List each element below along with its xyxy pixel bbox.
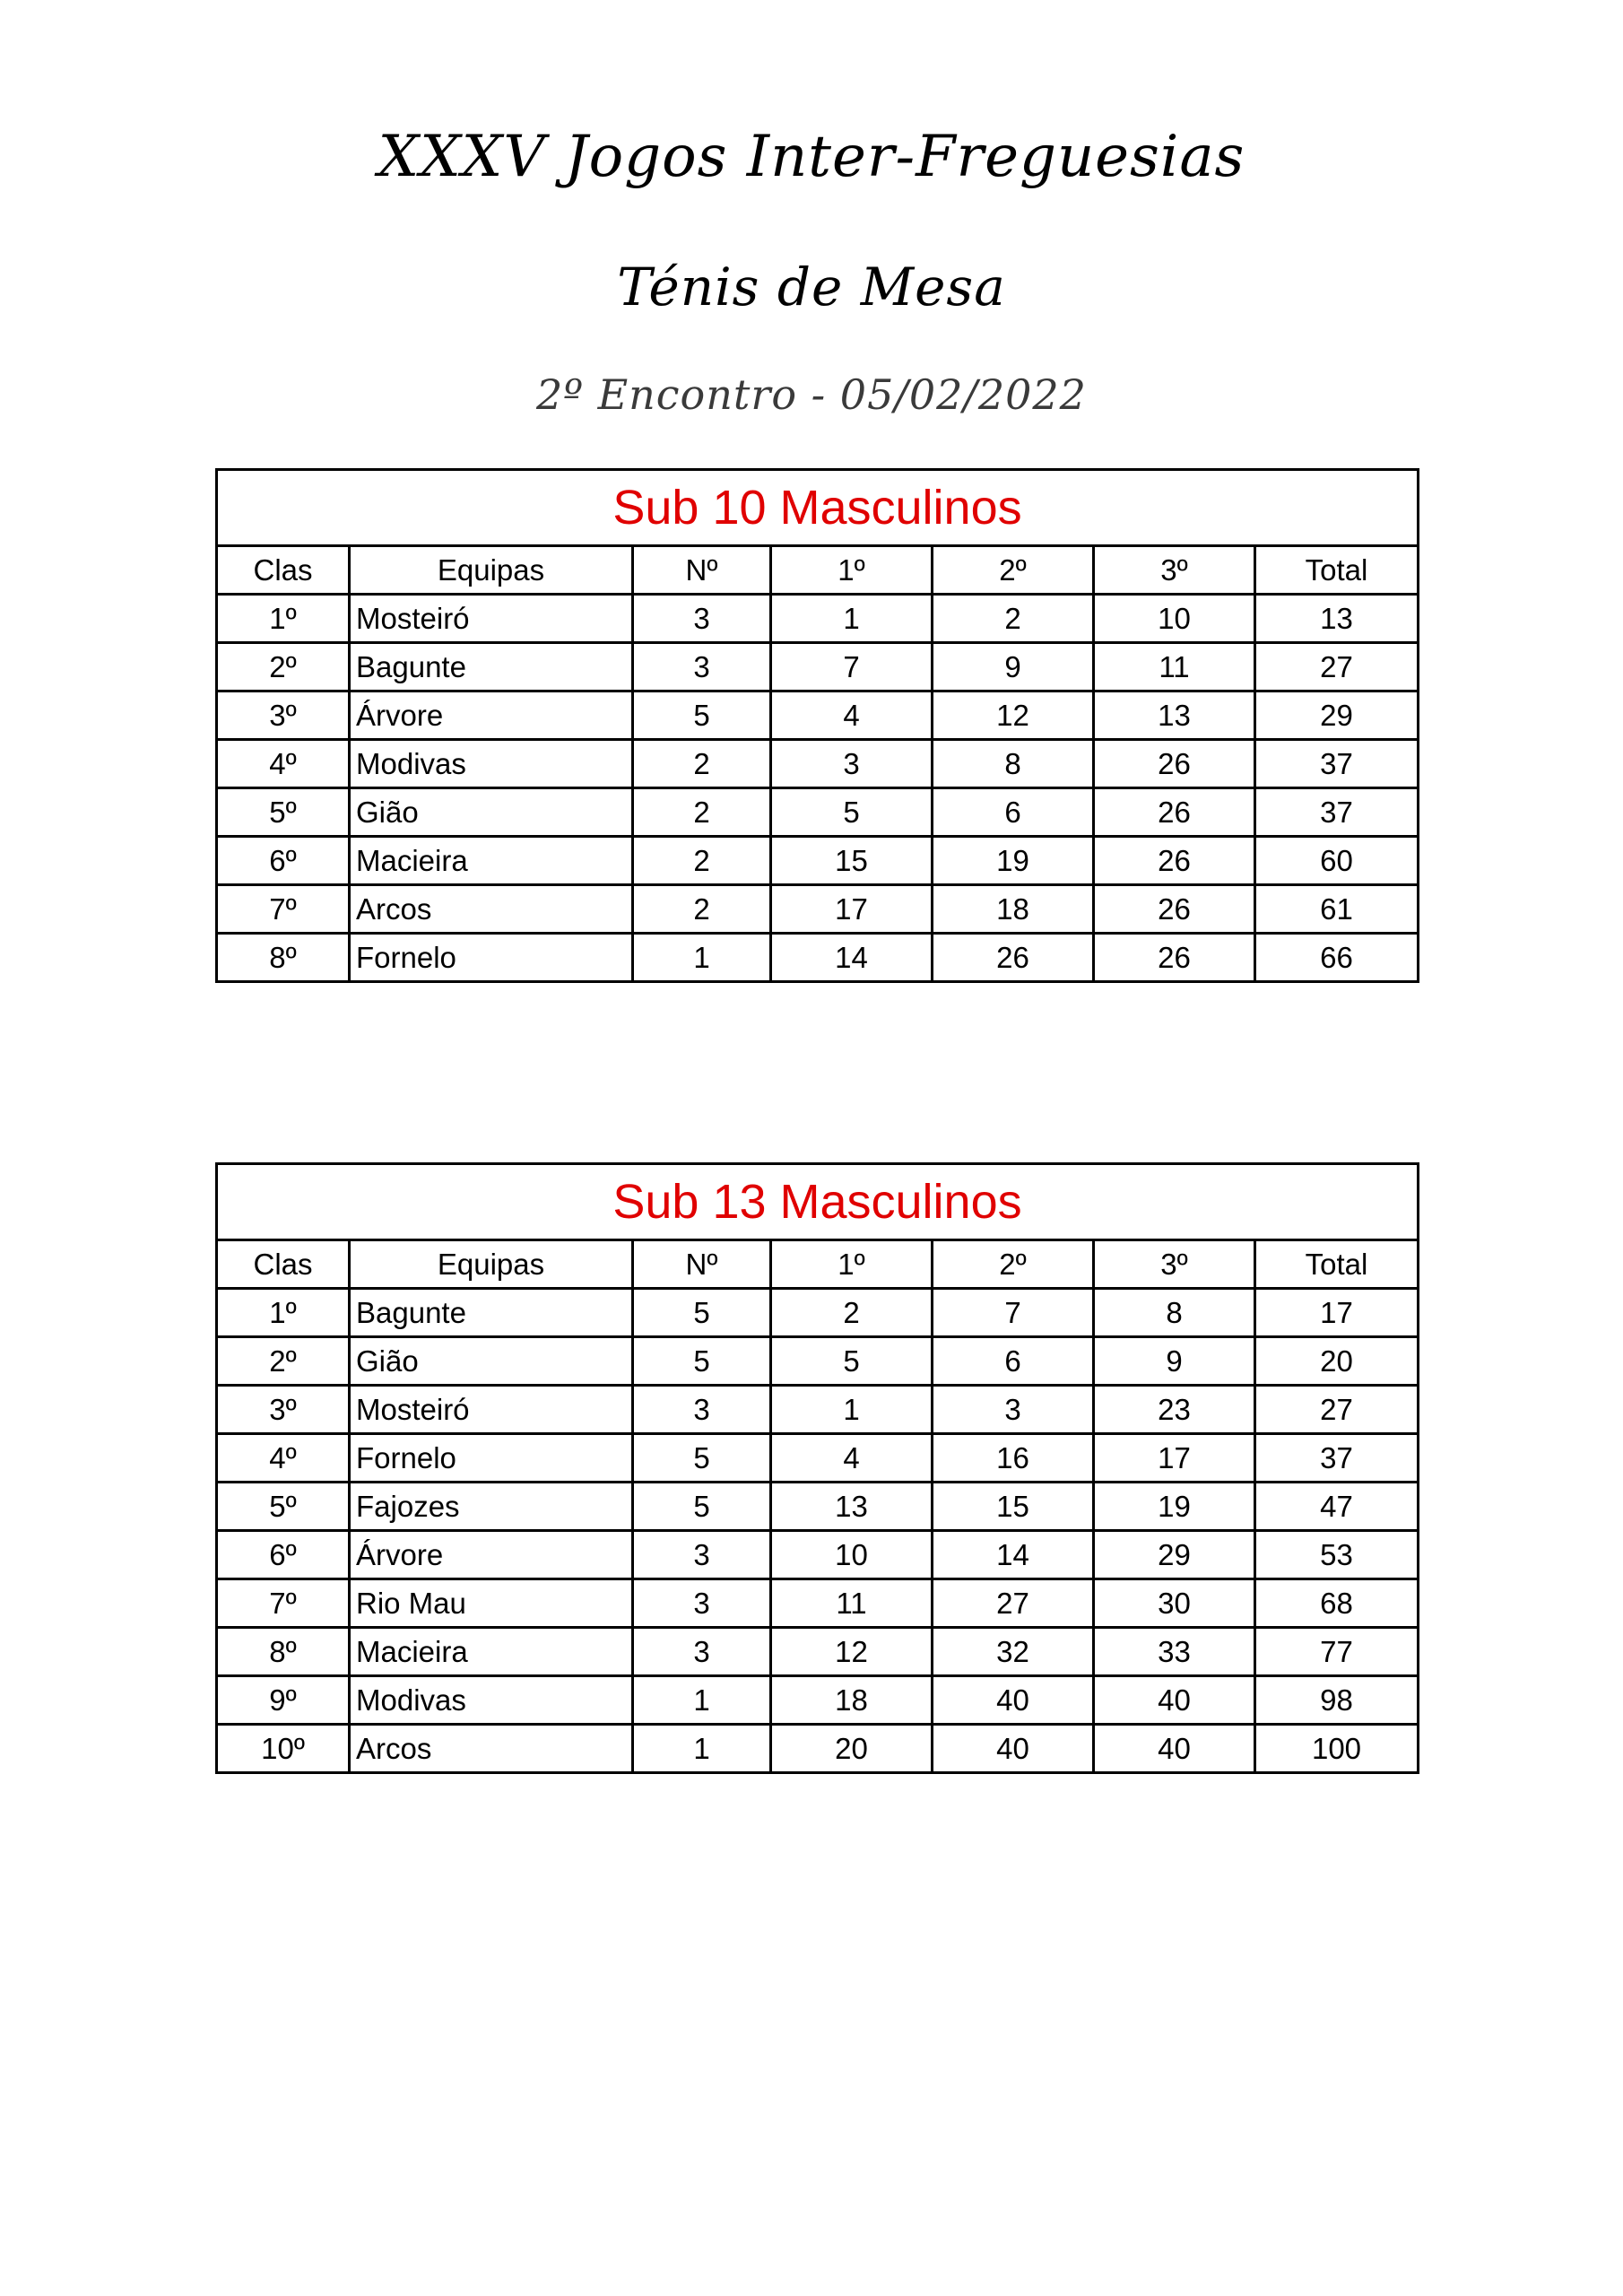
first-cell: 20: [771, 1725, 933, 1773]
table-row: [217, 1531, 1419, 1579]
first-cell: 18: [771, 1676, 933, 1725]
column-header-total: Total: [1255, 546, 1419, 595]
table-row: [217, 1676, 1419, 1725]
rank-cell: 3º: [217, 1386, 350, 1434]
column-header-equipas: Equipas: [350, 1240, 633, 1289]
count-cell: 5: [633, 691, 771, 740]
sport-title: Ténis de Mesa: [617, 257, 1006, 317]
column-header-equipas: Equipas: [350, 546, 633, 595]
count-cell: 3: [633, 1579, 771, 1628]
third-cell: 9: [1094, 1337, 1255, 1386]
first-cell: 7: [771, 643, 933, 691]
count-cell: 3: [633, 595, 771, 643]
total-cell: 27: [1255, 643, 1419, 691]
total-cell: 60: [1255, 837, 1419, 885]
table-row: [217, 837, 1419, 885]
total-cell: 27: [1255, 1386, 1419, 1434]
table-row: [217, 1386, 1419, 1434]
team-cell: Gião: [350, 1337, 633, 1386]
table-row: [217, 1628, 1419, 1676]
total-cell: 37: [1255, 788, 1419, 837]
table-row: [217, 1434, 1419, 1483]
second-cell: 6: [933, 1337, 1094, 1386]
second-cell: 14: [933, 1531, 1094, 1579]
team-cell: Árvore: [350, 1531, 633, 1579]
rank-cell: 8º: [217, 934, 350, 982]
total-cell: 98: [1255, 1676, 1419, 1725]
second-cell: 9: [933, 643, 1094, 691]
team-cell: Rio Mau: [350, 1579, 633, 1628]
first-cell: 4: [771, 1434, 933, 1483]
rank-cell: 4º: [217, 1434, 350, 1483]
table-row: [217, 1725, 1419, 1773]
column-header-1: 1º: [771, 546, 933, 595]
first-cell: 11: [771, 1579, 933, 1628]
team-cell: Modivas: [350, 1676, 633, 1725]
first-cell: 17: [771, 885, 933, 934]
table-row: [217, 885, 1419, 934]
total-cell: 29: [1255, 691, 1419, 740]
count-cell: 1: [633, 934, 771, 982]
table-row: [217, 643, 1419, 691]
count-cell: 2: [633, 788, 771, 837]
rank-cell: 10º: [217, 1725, 350, 1773]
rank-cell: 7º: [217, 1579, 350, 1628]
rank-cell: 6º: [217, 1531, 350, 1579]
table-row: [217, 1337, 1419, 1386]
rank-cell: 5º: [217, 1483, 350, 1531]
count-cell: 2: [633, 837, 771, 885]
count-cell: 5: [633, 1337, 771, 1386]
count-cell: 5: [633, 1434, 771, 1483]
table-row: [217, 1483, 1419, 1531]
total-cell: 17: [1255, 1289, 1419, 1337]
column-header-1: 1º: [771, 1240, 933, 1289]
table-row: [217, 595, 1419, 643]
total-cell: 53: [1255, 1531, 1419, 1579]
count-cell: 3: [633, 643, 771, 691]
count-cell: 5: [633, 1289, 771, 1337]
second-cell: 2: [933, 595, 1094, 643]
first-cell: 1: [771, 1386, 933, 1434]
team-cell: Macieira: [350, 837, 633, 885]
column-header-3: 3º: [1094, 1240, 1255, 1289]
column-header-numero: Nº: [633, 1240, 771, 1289]
count-cell: 1: [633, 1676, 771, 1725]
third-cell: 40: [1094, 1725, 1255, 1773]
page-title: XXXV Jogos Inter-Freguesias: [378, 124, 1245, 190]
second-cell: 26: [933, 934, 1094, 982]
rank-cell: 2º: [217, 1337, 350, 1386]
team-cell: Mosteiró: [350, 1386, 633, 1434]
third-cell: 13: [1094, 691, 1255, 740]
rank-cell: 1º: [217, 595, 350, 643]
rank-cell: 8º: [217, 1628, 350, 1676]
column-header-total: Total: [1255, 1240, 1419, 1289]
rank-cell: 5º: [217, 788, 350, 837]
first-cell: 15: [771, 837, 933, 885]
second-cell: 8: [933, 740, 1094, 788]
meeting-date: 2º Encontro - 05/02/2022: [536, 370, 1087, 419]
rank-cell: 1º: [217, 1289, 350, 1337]
total-cell: 20: [1255, 1337, 1419, 1386]
column-header-clas: Clas: [217, 546, 350, 595]
second-cell: 7: [933, 1289, 1094, 1337]
second-cell: 27: [933, 1579, 1094, 1628]
column-header-2: 2º: [933, 546, 1094, 595]
third-cell: 26: [1094, 885, 1255, 934]
count-cell: 3: [633, 1531, 771, 1579]
second-cell: 40: [933, 1676, 1094, 1725]
team-cell: Mosteiró: [350, 595, 633, 643]
header-row: [217, 546, 1419, 595]
second-cell: 18: [933, 885, 1094, 934]
second-cell: 40: [933, 1725, 1094, 1773]
rank-cell: 4º: [217, 740, 350, 788]
first-cell: 1: [771, 595, 933, 643]
team-cell: Arcos: [350, 885, 633, 934]
total-cell: 13: [1255, 595, 1419, 643]
team-cell: Gião: [350, 788, 633, 837]
total-cell: 100: [1255, 1725, 1419, 1773]
total-cell: 77: [1255, 1628, 1419, 1676]
first-cell: 13: [771, 1483, 933, 1531]
total-cell: 68: [1255, 1579, 1419, 1628]
count-cell: 3: [633, 1628, 771, 1676]
header-row: [217, 1240, 1419, 1289]
third-cell: 29: [1094, 1531, 1255, 1579]
third-cell: 10: [1094, 595, 1255, 643]
first-cell: 3: [771, 740, 933, 788]
count-cell: 3: [633, 1386, 771, 1434]
third-cell: 19: [1094, 1483, 1255, 1531]
third-cell: 23: [1094, 1386, 1255, 1434]
column-header-clas: Clas: [217, 1240, 350, 1289]
second-cell: 15: [933, 1483, 1094, 1531]
second-cell: 16: [933, 1434, 1094, 1483]
third-cell: 17: [1094, 1434, 1255, 1483]
standings-table-sub13: [215, 1162, 1419, 1774]
table-row: [217, 1289, 1419, 1337]
team-cell: Bagunte: [350, 1289, 633, 1337]
team-cell: Fajozes: [350, 1483, 633, 1531]
total-cell: 61: [1255, 885, 1419, 934]
column-header-3: 3º: [1094, 546, 1255, 595]
table-title: Sub 13 Masculinos: [217, 1164, 1419, 1240]
count-cell: 1: [633, 1725, 771, 1773]
total-cell: 37: [1255, 1434, 1419, 1483]
rank-cell: 2º: [217, 643, 350, 691]
team-cell: Modivas: [350, 740, 633, 788]
table-row: [217, 934, 1419, 982]
table-row: [217, 740, 1419, 788]
third-cell: 8: [1094, 1289, 1255, 1337]
third-cell: 33: [1094, 1628, 1255, 1676]
team-cell: Fornelo: [350, 1434, 633, 1483]
standings-table-sub10: [215, 468, 1419, 983]
first-cell: 2: [771, 1289, 933, 1337]
team-cell: Arcos: [350, 1725, 633, 1773]
column-header-2: 2º: [933, 1240, 1094, 1289]
table-row: [217, 691, 1419, 740]
rank-cell: 7º: [217, 885, 350, 934]
rank-cell: 9º: [217, 1676, 350, 1725]
first-cell: 5: [771, 1337, 933, 1386]
rank-cell: 6º: [217, 837, 350, 885]
count-cell: 5: [633, 1483, 771, 1531]
team-cell: Fornelo: [350, 934, 633, 982]
third-cell: 26: [1094, 788, 1255, 837]
third-cell: 30: [1094, 1579, 1255, 1628]
second-cell: 19: [933, 837, 1094, 885]
second-cell: 12: [933, 691, 1094, 740]
table-row: [217, 1579, 1419, 1628]
rank-cell: 3º: [217, 691, 350, 740]
count-cell: 2: [633, 885, 771, 934]
second-cell: 32: [933, 1628, 1094, 1676]
table-row: [217, 788, 1419, 837]
first-cell: 5: [771, 788, 933, 837]
first-cell: 14: [771, 934, 933, 982]
count-cell: 2: [633, 740, 771, 788]
total-cell: 66: [1255, 934, 1419, 982]
third-cell: 40: [1094, 1676, 1255, 1725]
column-header-numero: Nº: [633, 546, 771, 595]
second-cell: 3: [933, 1386, 1094, 1434]
third-cell: 26: [1094, 837, 1255, 885]
total-cell: 37: [1255, 740, 1419, 788]
total-cell: 47: [1255, 1483, 1419, 1531]
third-cell: 26: [1094, 934, 1255, 982]
first-cell: 10: [771, 1531, 933, 1579]
team-cell: Bagunte: [350, 643, 633, 691]
table-title: Sub 10 Masculinos: [217, 470, 1419, 546]
third-cell: 26: [1094, 740, 1255, 788]
team-cell: Árvore: [350, 691, 633, 740]
third-cell: 11: [1094, 643, 1255, 691]
second-cell: 6: [933, 788, 1094, 837]
first-cell: 4: [771, 691, 933, 740]
team-cell: Macieira: [350, 1628, 633, 1676]
first-cell: 12: [771, 1628, 933, 1676]
